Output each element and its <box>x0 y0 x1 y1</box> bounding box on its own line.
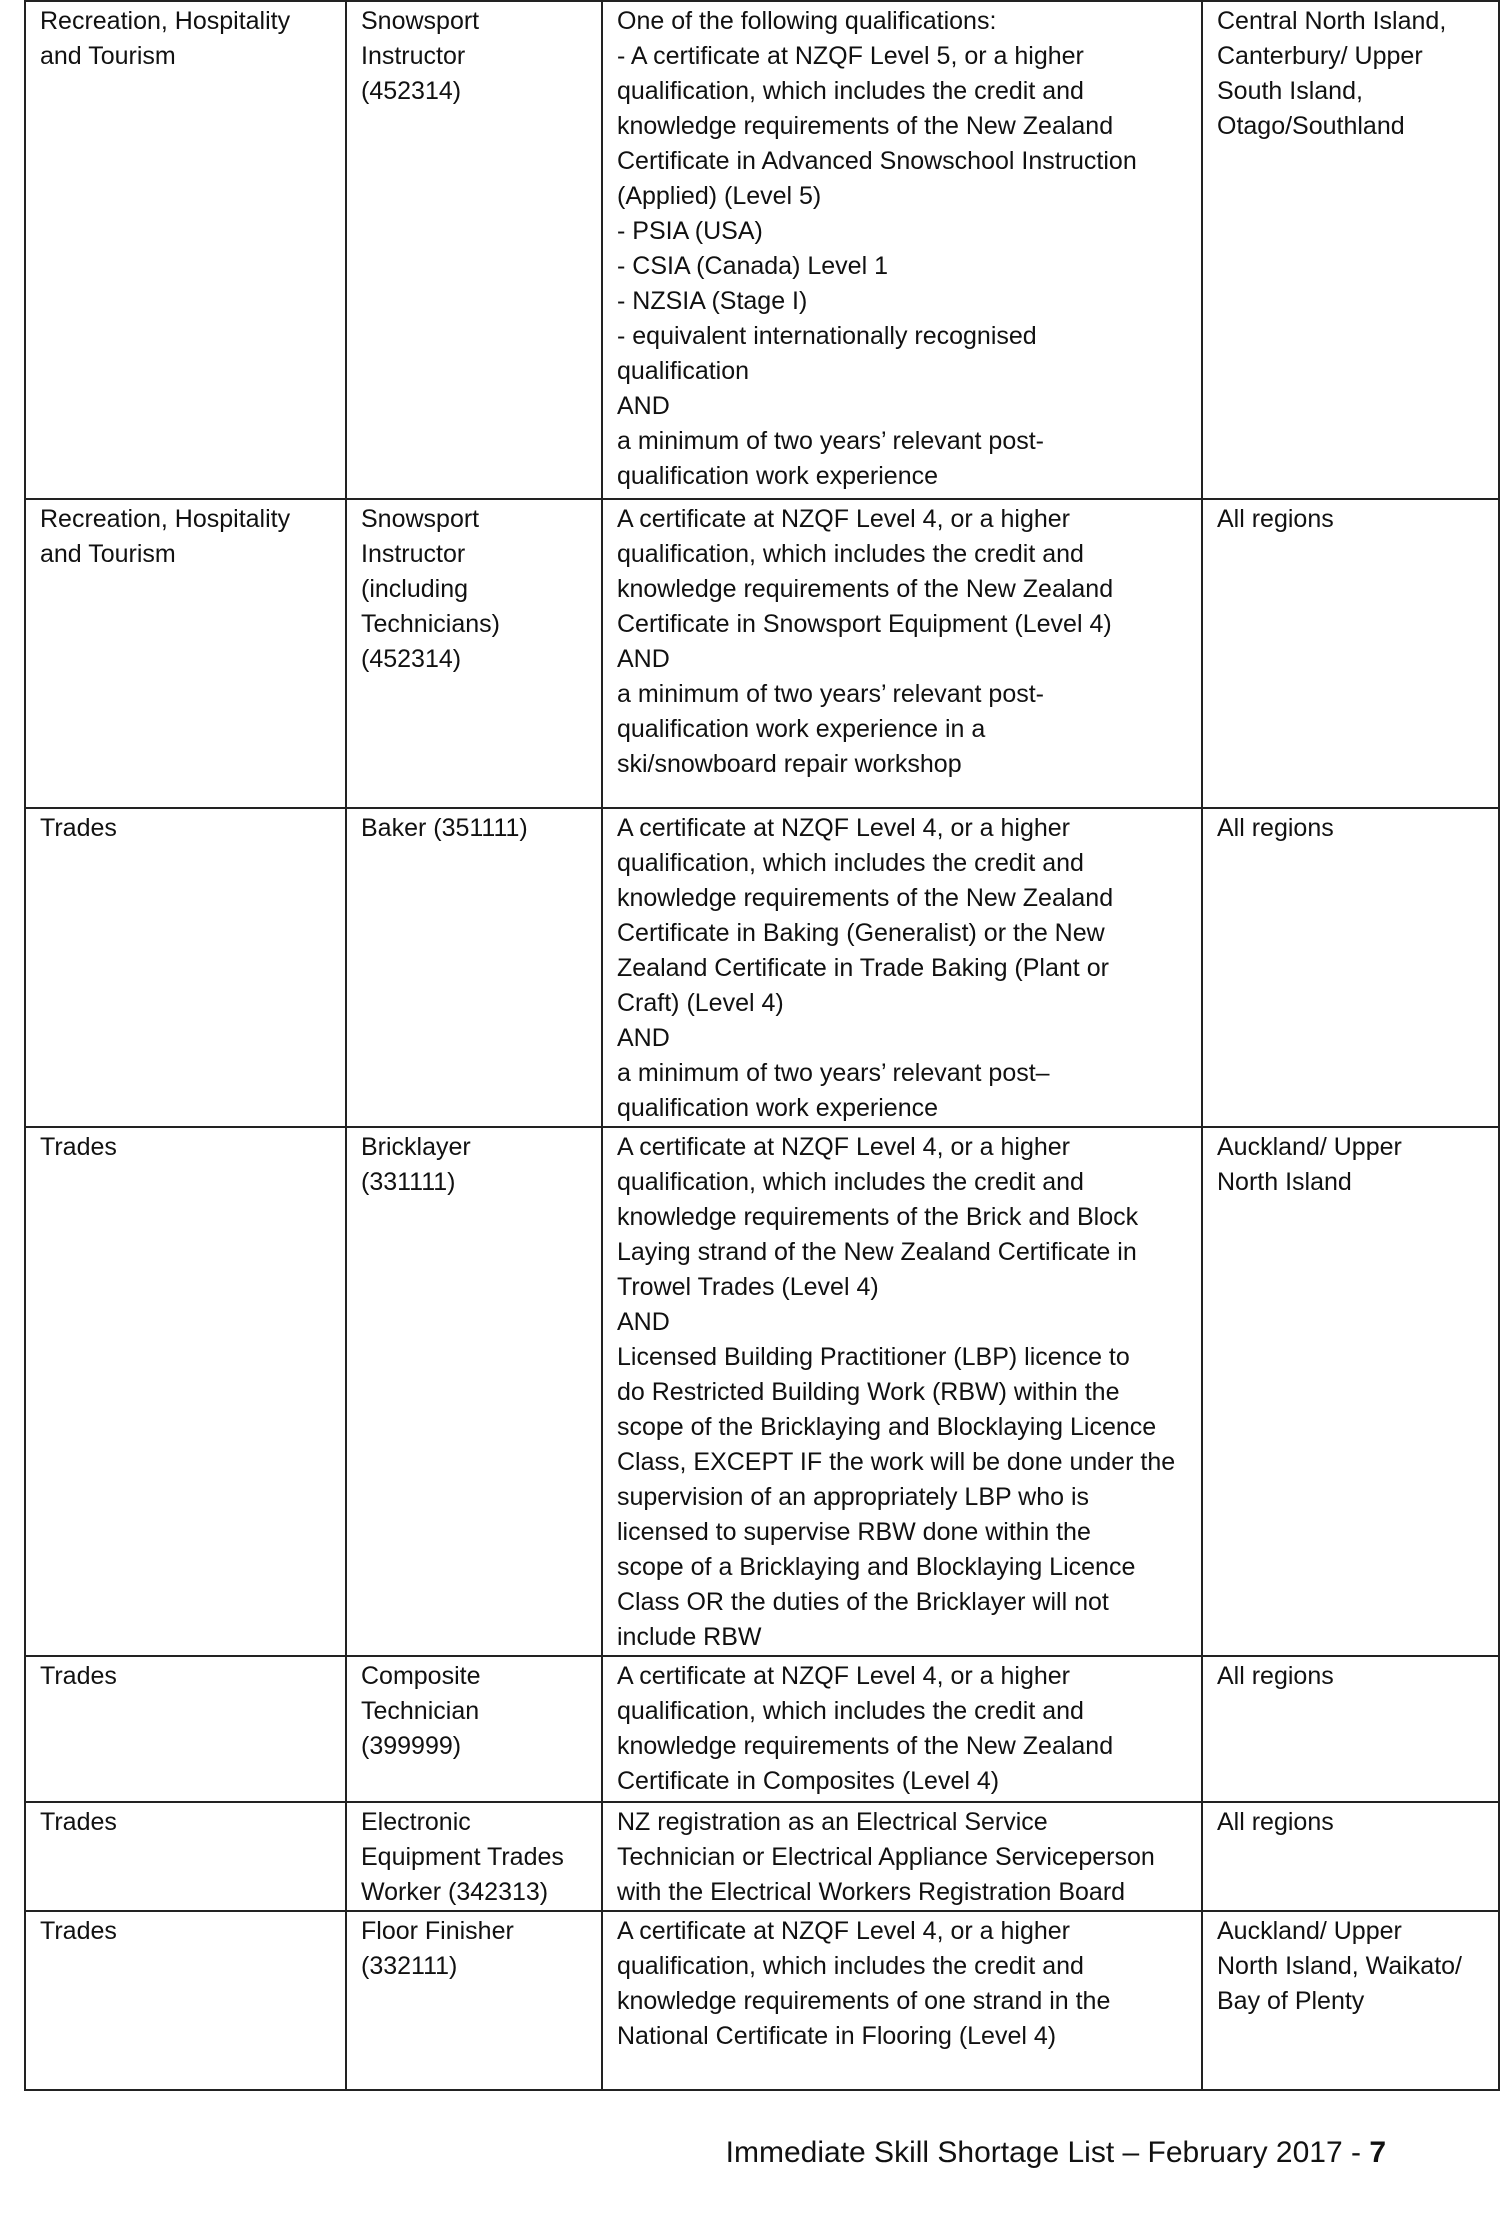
cell-line: licensed to supervise RBW done within the <box>617 1518 1091 1546</box>
table-row <box>25 1 1499 499</box>
cell-line: AND <box>617 1308 670 1336</box>
cell-line: qualification, which includes the credit and <box>617 849 1084 877</box>
cell-line: Craft) (Level 4) <box>617 989 784 1017</box>
cell-line: Technician or Electrical Appliance Serviceperson <box>617 1843 1155 1871</box>
cell-line: a minimum of two years’ relevant post– <box>617 1059 1050 1087</box>
cell-line: qualification, which includes the credit and <box>617 540 1084 568</box>
qualification-cell <box>602 1656 1202 1802</box>
cell-line: A certificate at NZQF Level 4, or a higher <box>617 1133 1070 1161</box>
sector-cell <box>25 1 346 499</box>
cell-line: ski/snowboard repair workshop <box>617 750 962 778</box>
cell-line: Certificate in Advanced Snowschool Instruction <box>617 147 1137 175</box>
cell-line: Laying strand of the New Zealand Certificate in <box>617 1238 1137 1266</box>
occupation-cell <box>346 1656 602 1802</box>
cell-line: Class OR the duties of the Bricklayer will not <box>617 1588 1109 1616</box>
cell-line: Recreation, Hospitality <box>40 505 291 533</box>
cell-line: Canterbury/ Upper <box>1217 42 1423 70</box>
cell-line: Otago/Southland <box>1217 112 1405 140</box>
page-number: 7 <box>1369 2136 1386 2169</box>
cell-line: A certificate at NZQF Level 4, or a higher <box>617 505 1070 533</box>
regions-cell <box>1202 1802 1499 1911</box>
cell-line: Worker (342313) <box>361 1878 549 1906</box>
cell-line: knowledge requirements of the New Zealand <box>617 575 1114 603</box>
cell-line: knowledge requirements of one strand in the <box>617 1987 1111 2015</box>
cell-line: - CSIA (Canada) Level 1 <box>617 252 888 280</box>
cell-line: qualification <box>617 357 750 385</box>
occupation-cell <box>346 1802 602 1911</box>
cell-line: Composite <box>361 1662 481 1690</box>
sector-cell <box>25 1656 346 1802</box>
table-row <box>25 499 1499 808</box>
cell-line: Baker (351111) <box>361 814 528 842</box>
cell-line: - PSIA (USA) <box>617 217 763 245</box>
cell-line: Snowsport <box>361 7 480 35</box>
cell-line: knowledge requirements of the Brick and Block <box>617 1203 1139 1231</box>
cell-line: Certificate in Snowsport Equipment (Level 4) <box>617 610 1112 638</box>
cell-line: Technicians) <box>361 610 500 638</box>
qualification-cell <box>602 499 1202 808</box>
table-row <box>25 808 1499 1127</box>
cell-line: All regions <box>1217 505 1334 533</box>
qualification-cell <box>602 1802 1202 1911</box>
cell-line: North Island, Waikato/ <box>1217 1952 1463 1980</box>
cell-line: qualification, which includes the credit and <box>617 1697 1084 1725</box>
cell-line: - A certificate at NZQF Level 5, or a higher <box>617 42 1084 70</box>
cell-line: A certificate at NZQF Level 4, or a higher <box>617 814 1070 842</box>
cell-line: - NZSIA (Stage I) <box>617 287 808 315</box>
table-row <box>25 1911 1499 2090</box>
cell-line: AND <box>617 392 670 420</box>
cell-line: Instructor <box>361 540 466 568</box>
cell-line: All regions <box>1217 1662 1334 1690</box>
cell-line: qualification, which includes the credit and <box>617 1952 1084 1980</box>
cell-line: Floor Finisher <box>361 1917 514 1945</box>
cell-line: qualification work experience <box>617 462 939 490</box>
cell-line: Electronic <box>361 1808 471 1836</box>
cell-line: One of the following qualifications: <box>617 7 997 35</box>
sector-cell <box>25 1802 346 1911</box>
cell-line: North Island <box>1217 1168 1352 1196</box>
cell-line: Zealand Certificate in Trade Baking (Plant or <box>617 954 1109 982</box>
sector-cell <box>25 808 346 1127</box>
cell-line: knowledge requirements of the New Zealand <box>617 112 1114 140</box>
cell-line: knowledge requirements of the New Zealand <box>617 884 1114 912</box>
cell-line: Certificate in Composites (Level 4) <box>617 1767 1000 1795</box>
table-body <box>25 1 1499 2090</box>
regions-cell <box>1202 1911 1499 2090</box>
cell-line: qualification, which includes the credit and <box>617 1168 1084 1196</box>
cell-line: with the Electrical Workers Registration Board <box>617 1878 1126 1906</box>
cell-line: (452314) <box>361 645 462 673</box>
cell-line: a minimum of two years’ relevant post- <box>617 427 1045 455</box>
cell-line: National Certificate in Flooring (Level 4) <box>617 2022 1057 2050</box>
regions-cell <box>1202 1656 1499 1802</box>
occupation-cell <box>346 1 602 499</box>
cell-line: Trowel Trades (Level 4) <box>617 1273 879 1301</box>
table-row <box>25 1656 1499 1802</box>
qualification-cell <box>602 1 1202 499</box>
skill-shortage-table <box>24 0 1500 2091</box>
qualification-cell <box>602 808 1202 1127</box>
cell-line: supervision of an appropriately LBP who is <box>617 1483 1090 1511</box>
cell-line: and Tourism <box>40 42 176 70</box>
cell-line: All regions <box>1217 1808 1334 1836</box>
cell-line: a minimum of two years’ relevant post- <box>617 680 1045 708</box>
cell-line: Trades <box>40 1917 117 1945</box>
cell-line: qualification, which includes the credit and <box>617 77 1084 105</box>
cell-line: scope of a Bricklaying and Blocklaying Licence <box>617 1553 1136 1581</box>
sector-cell <box>25 1911 346 2090</box>
cell-line: Recreation, Hospitality <box>40 7 291 35</box>
cell-line: scope of the Bricklaying and Blocklaying Licence <box>617 1413 1157 1441</box>
cell-line: (399999) <box>361 1732 462 1760</box>
cell-line: include RBW <box>617 1623 762 1651</box>
table-row <box>25 1127 1499 1656</box>
occupation-cell <box>346 499 602 808</box>
cell-line: qualification work experience <box>617 1094 939 1122</box>
occupation-cell <box>346 1911 602 2090</box>
cell-line: Trades <box>40 814 117 842</box>
cell-line: (452314) <box>361 77 462 105</box>
qualification-cell <box>602 1127 1202 1656</box>
cell-line: A certificate at NZQF Level 4, or a higher <box>617 1917 1070 1945</box>
cell-line: Snowsport <box>361 505 480 533</box>
cell-line: Auckland/ Upper <box>1217 1133 1402 1161</box>
cell-line: Certificate in Baking (Generalist) or the New <box>617 919 1105 947</box>
cell-line: (including <box>361 575 469 603</box>
cell-line: knowledge requirements of the New Zealand <box>617 1732 1114 1760</box>
cell-line: - equivalent internationally recognised <box>617 322 1037 350</box>
cell-line: Bricklayer <box>361 1133 471 1161</box>
cell-line: (331111) <box>361 1168 456 1196</box>
cell-line: Central North Island, <box>1217 7 1447 35</box>
regions-cell <box>1202 1 1499 499</box>
cell-line: A certificate at NZQF Level 4, or a higher <box>617 1662 1070 1690</box>
cell-line: Trades <box>40 1133 117 1161</box>
cell-line: Technician <box>361 1697 480 1725</box>
occupation-cell <box>346 1127 602 1656</box>
qualification-cell <box>602 1911 1202 2090</box>
cell-line: and Tourism <box>40 540 176 568</box>
sector-cell <box>25 499 346 808</box>
cell-line: Class, EXCEPT IF the work will be done under the <box>617 1448 1176 1476</box>
cell-line: NZ registration as an Electrical Service <box>617 1808 1048 1836</box>
regions-cell <box>1202 1127 1499 1656</box>
table-row <box>25 1802 1499 1911</box>
cell-line: Auckland/ Upper <box>1217 1917 1402 1945</box>
cell-line: (332111) <box>361 1952 458 1980</box>
footer-title: Immediate Skill Shortage List – February 2017 - <box>725 2136 1370 2169</box>
cell-line: Trades <box>40 1808 117 1836</box>
cell-line: qualification work experience in a <box>617 715 986 743</box>
cell-line: do Restricted Building Work (RBW) within the <box>617 1378 1120 1406</box>
cell-line: South Island, <box>1217 77 1363 105</box>
cell-line: Licensed Building Practitioner (LBP) licence to <box>617 1343 1130 1371</box>
regions-cell <box>1202 808 1499 1127</box>
sector-cell <box>25 1127 346 1656</box>
cell-line: All regions <box>1217 814 1334 842</box>
regions-cell <box>1202 499 1499 808</box>
cell-line: (Applied) (Level 5) <box>617 182 822 210</box>
cell-line: Bay of Plenty <box>1217 1987 1365 2015</box>
cell-line: AND <box>617 645 670 673</box>
occupation-cell <box>346 808 602 1127</box>
page-footer <box>726 2133 1386 2173</box>
cell-line: AND <box>617 1024 670 1052</box>
cell-line: Equipment Trades <box>361 1843 564 1871</box>
cell-line: Trades <box>40 1662 117 1690</box>
cell-line: Instructor <box>361 42 466 70</box>
